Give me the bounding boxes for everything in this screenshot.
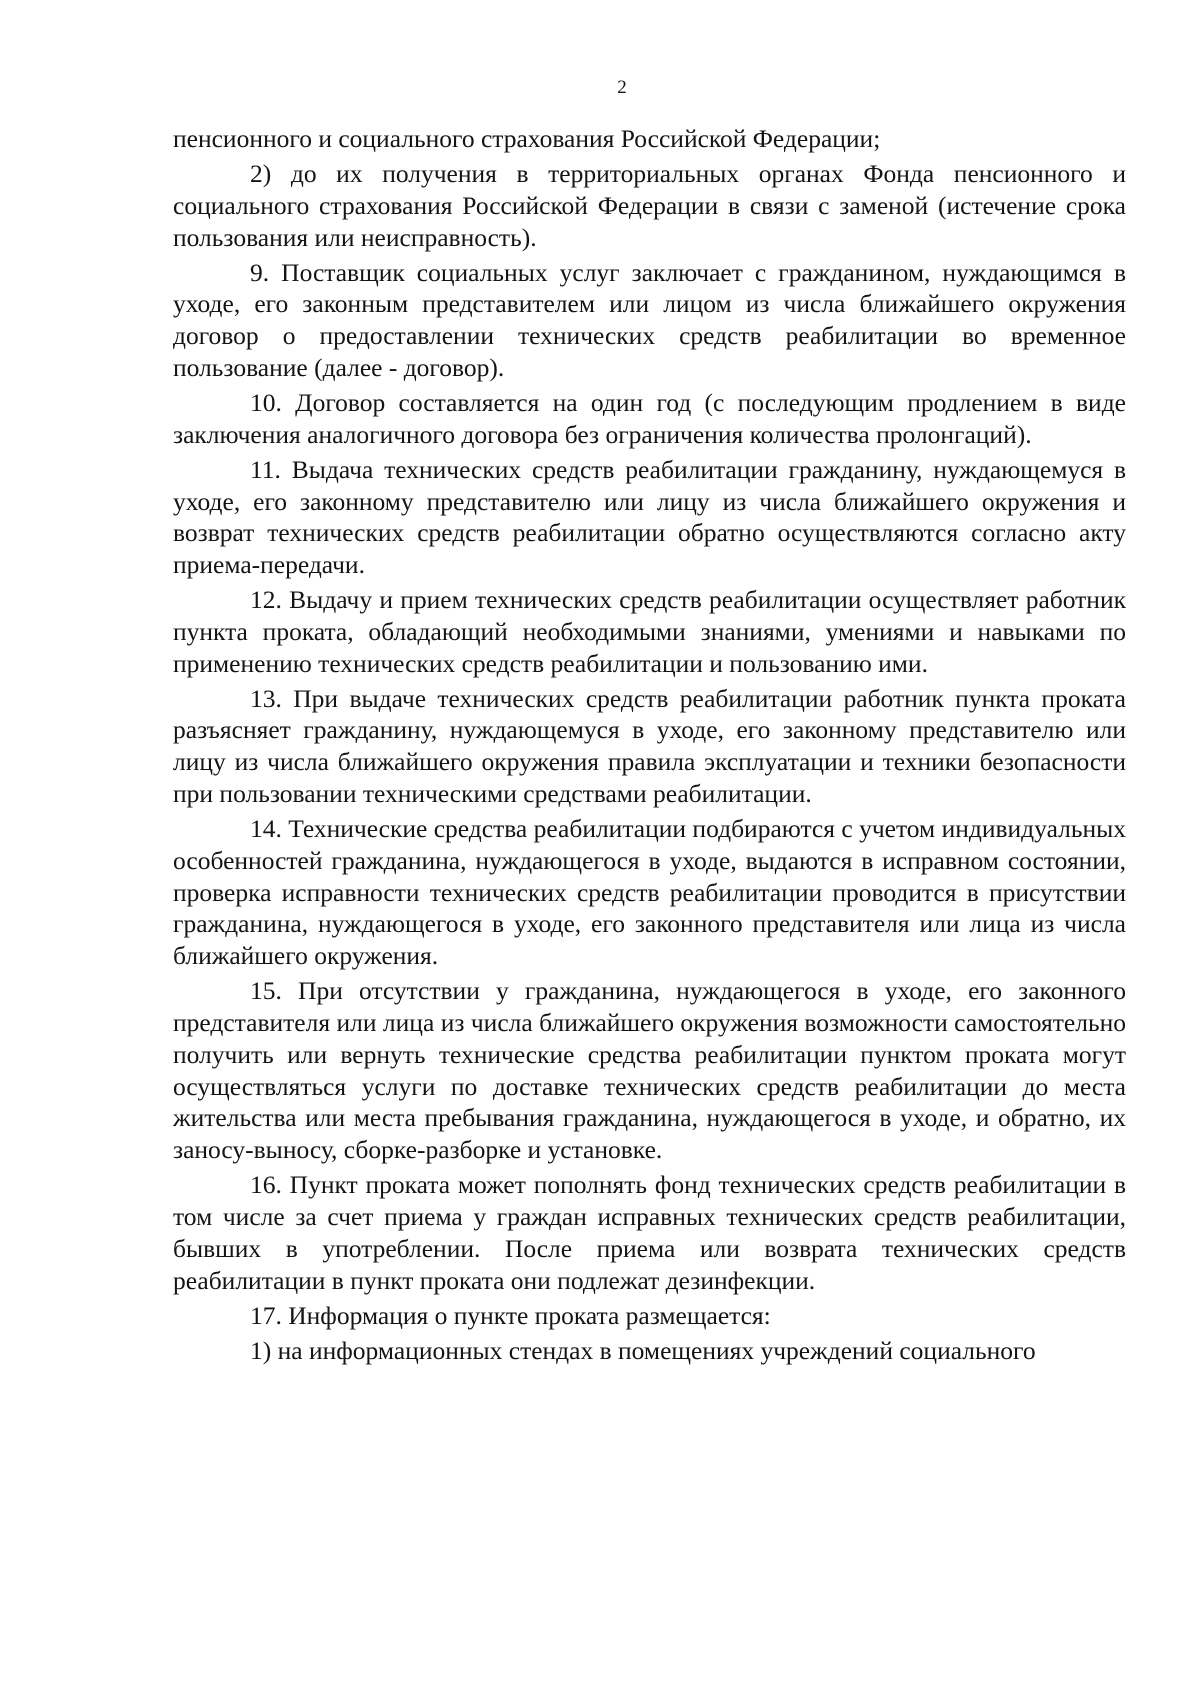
page-number: 2 [617,77,627,98]
paragraph-item-10: 10. Договор составляется на один год (с последующим продлением в виде заключения аналогичного договора без ограничения количества пролонгаций). [173,387,1126,449]
paragraph-item-13: 13. При выдаче технических средств реабилитации работник пункта проката разъясняет гражданину, нуждающемуся в уходе, его законному представителю или лицу из числа ближайшего окружения правила эксплуатации и техники безопасности при пользовании техническими средствами реабилитации. [173,683,1126,809]
paragraph-item-17: 17. Информация о пункте проката размещается: [250,1300,771,1330]
document-body [173,123,1126,1370]
paragraph-item-15: 15. При отсутствии у гражданина, нуждающегося в уходе, его законного представителя или лица из числа ближайшего окружения возможности самостоятельно получить или вернуть технические средства реабилитации пунктом проката могут осуществляться услуги по доставке технических средств реабилитации до места жительства или места пребывания гражданина, нуждающегося в уходе, и обратно, их заносу-выносу, сборке-разборке и установке. [173,976,1126,1165]
paragraph-item-11: 11. Выдача технических средств реабилитации гражданину, нуждающемуся в уходе, его законному представителю или лицу из числа ближайшего окружения и возврат технических средств реабилитации обратно осуществляются согласно акту приема-передачи. [173,454,1126,580]
paragraph-item-14: 14. Технические средства реабилитации подбираются с учетом индивидуальных особенностей гражданина, нуждающегося в уходе, выдаются в исправном состоянии, проверка исправности технических средств реабилитации проводится в присутствии гражданина, нуждающегося в уходе, его законного представителя или лица из числа ближайшего окружения. [173,814,1126,971]
paragraph-item-12: 12. Выдачу и прием технических средств реабилитации осуществляет работник пункта проката, обладающий необходимыми знаниями, умениями и навыками по применению технических средств реабилитации и пользованию ими. [173,585,1126,678]
paragraph-continuation: пенсионного и социального страхования Российской Федерации; [173,124,881,153]
paragraph-item-9: 9. Поставщик социальных услуг заключает с гражданином, нуждающимся в уходе, его законным представителем или лицом из числа ближайшего окружения договор о предоставлении технических средств реабилитации во временное пользование (далее - договор). [173,257,1126,382]
paragraph-subitem-2: 2) до их получения в территориальных органах Фонда пенсионного и социального страхования Российской Федерации в связи с заменой (истечение срока пользования или неисправность). [173,158,1126,252]
paragraph-subitem-1: 1) на информационных стендах в помещениях учреждений социального [250,1335,1036,1365]
paragraph-item-16: 16. Пункт проката может пополнять фонд технических средств реабилитации в том числе за счет приема у граждан исправных технических средств реабилитации, бывших в употреблении. После приема или возврата технических средств реабилитации в пункт проката они подлежат дезинфекции. [173,1170,1126,1295]
